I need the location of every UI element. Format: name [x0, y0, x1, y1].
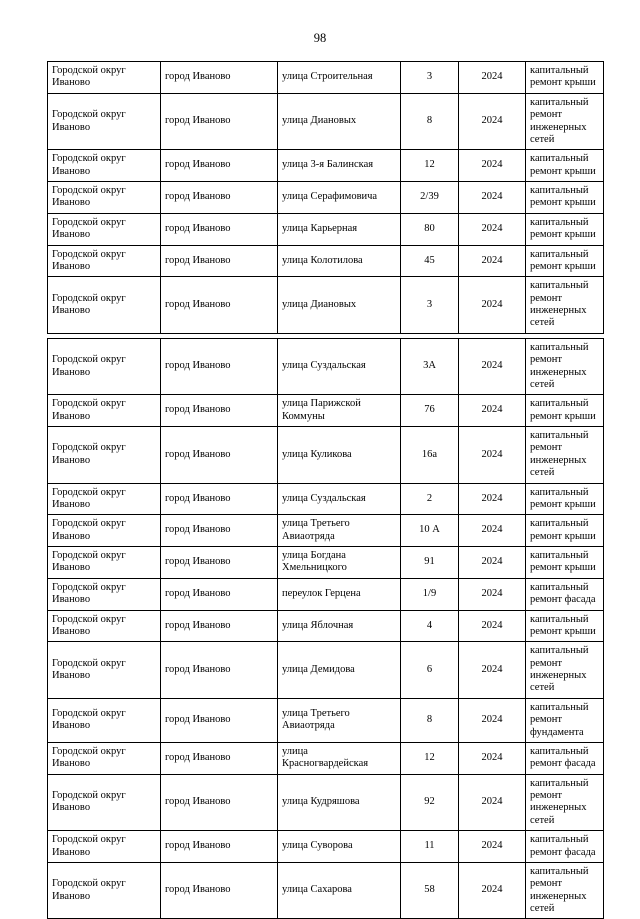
cell-work: капитальный ремонт фундамента: [526, 698, 604, 742]
cell-work: капитальный ремонт крыши: [526, 182, 604, 214]
cell-municipality: Городской округ Иваново: [48, 150, 161, 182]
cell-city: город Иваново: [161, 610, 278, 642]
cell-house: 2: [401, 483, 459, 515]
cell-city: город Иваново: [161, 698, 278, 742]
cell-house: 8: [401, 698, 459, 742]
page-number: 98: [313, 31, 327, 45]
cell-street: улица Кудряшова: [278, 774, 401, 831]
cell-work: капитальный ремонт крыши: [526, 395, 604, 427]
cell-city: город Иваново: [161, 578, 278, 610]
cell-house: 10 А: [401, 515, 459, 547]
cell-city: город Иваново: [161, 150, 278, 182]
cell-house: 8: [401, 93, 459, 150]
repair-table-sections: [47, 61, 603, 919]
cell-city: город Иваново: [161, 547, 278, 579]
cell-municipality: Городской округ Иваново: [48, 547, 161, 579]
cell-street: улица Богдана Хмельницкого: [278, 547, 401, 579]
cell-work: капитальный ремонт фасада: [526, 742, 604, 774]
table-row: [48, 774, 604, 831]
cell-street: улица Парижской Коммуны: [278, 395, 401, 427]
table-row: [48, 213, 604, 245]
cell-work: капитальный ремонт фасада: [526, 831, 604, 863]
cell-street: улица 3-я Балинская: [278, 150, 401, 182]
cell-house: 3А: [401, 338, 459, 395]
cell-municipality: Городской округ Иваново: [48, 642, 161, 699]
table-row: [48, 395, 604, 427]
cell-house: 1/9: [401, 578, 459, 610]
cell-year: 2024: [459, 578, 526, 610]
cell-street: улица Диановых: [278, 277, 401, 334]
cell-year: 2024: [459, 62, 526, 94]
cell-city: город Иваново: [161, 862, 278, 919]
cell-house: 80: [401, 213, 459, 245]
cell-street: улица Суздальская: [278, 338, 401, 395]
table-row: [48, 150, 604, 182]
cell-city: город Иваново: [161, 483, 278, 515]
cell-city: город Иваново: [161, 338, 278, 395]
cell-year: 2024: [459, 150, 526, 182]
cell-year: 2024: [459, 547, 526, 579]
cell-street: улица Диановых: [278, 93, 401, 150]
table-row: [48, 182, 604, 214]
table-row: [48, 427, 604, 484]
cell-work: капитальный ремонт инженерных сетей: [526, 427, 604, 484]
cell-city: город Иваново: [161, 93, 278, 150]
cell-year: 2024: [459, 245, 526, 277]
cell-house: 45: [401, 245, 459, 277]
cell-street: переулок Герцена: [278, 578, 401, 610]
cell-year: 2024: [459, 338, 526, 395]
table-row: [48, 831, 604, 863]
cell-street: улица Серафимовича: [278, 182, 401, 214]
cell-municipality: Городской округ Иваново: [48, 245, 161, 277]
cell-street: улица Третьего Авиаотряда: [278, 515, 401, 547]
cell-municipality: Городской округ Иваново: [48, 774, 161, 831]
cell-house: 3: [401, 62, 459, 94]
cell-city: город Иваново: [161, 774, 278, 831]
cell-year: 2024: [459, 862, 526, 919]
cell-municipality: Городской округ Иваново: [48, 277, 161, 334]
cell-work: капитальный ремонт инженерных сетей: [526, 277, 604, 334]
cell-year: 2024: [459, 742, 526, 774]
table-row: [48, 62, 604, 94]
cell-house: 58: [401, 862, 459, 919]
table-row: [48, 742, 604, 774]
cell-work: капитальный ремонт фасада: [526, 578, 604, 610]
cell-street: улица Демидова: [278, 642, 401, 699]
cell-work: капитальный ремонт крыши: [526, 483, 604, 515]
cell-municipality: Городской округ Иваново: [48, 698, 161, 742]
cell-year: 2024: [459, 277, 526, 334]
cell-work: капитальный ремонт инженерных сетей: [526, 642, 604, 699]
table-row: [48, 578, 604, 610]
cell-year: 2024: [459, 698, 526, 742]
cell-municipality: Городской округ Иваново: [48, 213, 161, 245]
cell-municipality: Городской округ Иваново: [48, 93, 161, 150]
table-row: [48, 698, 604, 742]
cell-house: 2/39: [401, 182, 459, 214]
cell-municipality: Городской округ Иваново: [48, 742, 161, 774]
cell-house: 11: [401, 831, 459, 863]
cell-city: город Иваново: [161, 277, 278, 334]
cell-work: капитальный ремонт крыши: [526, 610, 604, 642]
cell-year: 2024: [459, 610, 526, 642]
cell-city: город Иваново: [161, 515, 278, 547]
cell-work: капитальный ремонт крыши: [526, 245, 604, 277]
cell-year: 2024: [459, 395, 526, 427]
cell-house: 3: [401, 277, 459, 334]
table-row: [48, 547, 604, 579]
cell-street: улица Суздальская: [278, 483, 401, 515]
cell-municipality: Городской округ Иваново: [48, 515, 161, 547]
cell-municipality: Городской округ Иваново: [48, 182, 161, 214]
cell-year: 2024: [459, 182, 526, 214]
cell-year: 2024: [459, 93, 526, 150]
cell-city: город Иваново: [161, 395, 278, 427]
cell-year: 2024: [459, 642, 526, 699]
cell-municipality: Городской округ Иваново: [48, 578, 161, 610]
cell-year: 2024: [459, 831, 526, 863]
cell-city: город Иваново: [161, 831, 278, 863]
cell-municipality: Городской округ Иваново: [48, 395, 161, 427]
table-row: [48, 245, 604, 277]
cell-municipality: Городской округ Иваново: [48, 427, 161, 484]
cell-house: 16а: [401, 427, 459, 484]
cell-work: капитальный ремонт крыши: [526, 547, 604, 579]
cell-street: улица Сахарова: [278, 862, 401, 919]
cell-year: 2024: [459, 515, 526, 547]
cell-work: капитальный ремонт крыши: [526, 213, 604, 245]
table-row: [48, 483, 604, 515]
cell-city: город Иваново: [161, 427, 278, 484]
cell-municipality: Городской округ Иваново: [48, 610, 161, 642]
cell-city: город Иваново: [161, 642, 278, 699]
cell-city: город Иваново: [161, 182, 278, 214]
cell-work: капитальный ремонт инженерных сетей: [526, 774, 604, 831]
cell-city: город Иваново: [161, 213, 278, 245]
cell-year: 2024: [459, 483, 526, 515]
table-row: [48, 862, 604, 919]
cell-work: капитальный ремонт крыши: [526, 62, 604, 94]
cell-street: улица Суворова: [278, 831, 401, 863]
cell-city: город Иваново: [161, 742, 278, 774]
cell-year: 2024: [459, 774, 526, 831]
cell-house: 92: [401, 774, 459, 831]
table-row: [48, 338, 604, 395]
table-row: [48, 642, 604, 699]
cell-street: улица Колотилова: [278, 245, 401, 277]
repair-table: [47, 338, 604, 919]
cell-street: улица Третьего Авиаотряда: [278, 698, 401, 742]
cell-municipality: Городской округ Иваново: [48, 862, 161, 919]
cell-street: улица Красногвардейская: [278, 742, 401, 774]
cell-house: 12: [401, 742, 459, 774]
table-row: [48, 610, 604, 642]
cell-street: улица Карьерная: [278, 213, 401, 245]
cell-municipality: Городской округ Иваново: [48, 483, 161, 515]
cell-house: 12: [401, 150, 459, 182]
cell-street: улица Строительная: [278, 62, 401, 94]
cell-municipality: Городской округ Иваново: [48, 338, 161, 395]
table-row: [48, 277, 604, 334]
repair-table: [47, 61, 604, 334]
cell-house: 76: [401, 395, 459, 427]
cell-year: 2024: [459, 427, 526, 484]
cell-house: 4: [401, 610, 459, 642]
cell-work: капитальный ремонт инженерных сетей: [526, 338, 604, 395]
cell-municipality: Городской округ Иваново: [48, 831, 161, 863]
cell-work: капитальный ремонт крыши: [526, 150, 604, 182]
cell-street: улица Куликова: [278, 427, 401, 484]
table-row: [48, 93, 604, 150]
cell-work: капитальный ремонт инженерных сетей: [526, 862, 604, 919]
cell-municipality: Городской округ Иваново: [48, 62, 161, 94]
cell-year: 2024: [459, 213, 526, 245]
cell-house: 91: [401, 547, 459, 579]
cell-work: капитальный ремонт крыши: [526, 515, 604, 547]
cell-city: город Иваново: [161, 245, 278, 277]
cell-work: капитальный ремонт инженерных сетей: [526, 93, 604, 150]
cell-city: город Иваново: [161, 62, 278, 94]
cell-house: 6: [401, 642, 459, 699]
cell-street: улица Яблочная: [278, 610, 401, 642]
table-row: [48, 515, 604, 547]
